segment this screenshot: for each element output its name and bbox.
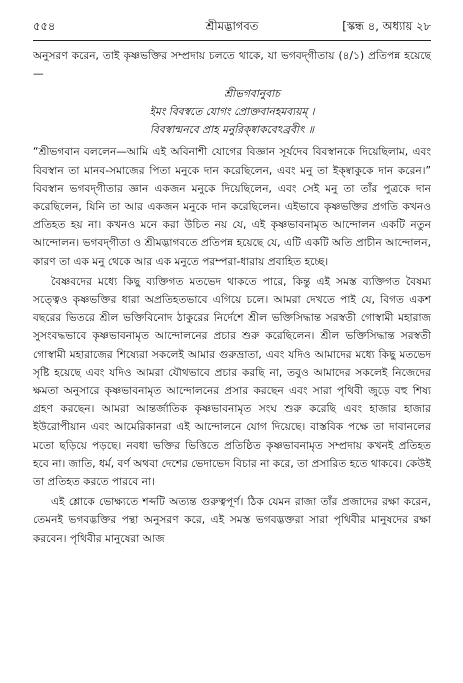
book-title: শ্রীমদ্ভাগবত: [205, 19, 259, 33]
verse-line-1: ইমং বিবস্বতে যোগং প্রোক্তবানহমব্যয়ম্ ।: [149, 106, 315, 119]
page-header: [33, 14, 431, 40]
body-paragraph: এই শ্লোকে ভোক্ষ্যতে শব্দটি অত্যন্ত গুরুত্বপূর্ণ। ঠিক যেমন রাজা তাঁর প্রজাদের রক্ষা করেন, তেমনই ভগবদ্ভক্তির পন্থা অনুসরণ করে, এই সমস্ত ভগবদ্ভক্তরা সারা পৃথিবীর মানুষদের রক্ষা করবেন। পৃথিবীর মানুষেরা আজ: [33, 496, 431, 545]
verse-block: [33, 85, 431, 139]
verse-line-2: বিবস্বান্মনবে প্রাহ মনুরিক্ষ্বাকবেঽব্রবীৎ ॥: [149, 124, 315, 137]
section-heading: [স্কন্ধ ৪, অধ্যায় ২৮: [342, 19, 431, 33]
page-number: ৫৫৪: [33, 19, 56, 33]
header-divider: [33, 40, 431, 41]
translation-paragraph: “শ্রীভগবান বললেন—আমি এই অবিনাশী যোগের বিজ্ঞান সূর্যদেব বিবস্বানকে দিয়েছিলাম, এবং বিবস্বান তা মানব-সমাজের পিতা মনুকে দান করেছিলেন, এবং মনু তা ইক্ষ্বাকুকে দান করেন।” বিবস্বান ভগবদ্‌গীতার জ্ঞান একজন মনুকে দিয়েছিলেন, এবং সেই মনু তা তাঁর পুত্রকে দান করেছিলেন, যিনি তা আর একজন মনুকে দান করেছিলেন। এইভাবে কৃষ্ণভক্তির প্রগতি কখনও প্রতিহত হয় না। কখনও মনে করা উচিত নয় যে, এই কৃষ্ণভাবনামৃত আন্দোলন একটি নতুন আন্দোলন। ভগবদ্‌গীতা ও শ্রীমদ্ভাগবতে প্রতিপন্ন হয়েছে যে, এটি একটি অতি প্রাচীন আন্দোলন, কারণ তা এক মনু থেকে আর এক মনুতে পরম্পরা-ধারায় প্রবাহিত হচ্ছে।: [33, 146, 431, 268]
verse-title: শ্রীভগবানুবাচ: [224, 88, 280, 101]
body-paragraph: বৈষ্ণবদের মধ্যে কিছু ব্যক্তিগত মতভেদ থাকতে পারে, কিন্তু এই সমস্ত ব্যক্তিগত বৈষম্য সত্ত্বেও কৃষ্ণভক্তির ধারা অপ্রতিহতভাবে এগিয়ে চলে। আমরা দেখতে পাই যে, বিগত একশ বছরের ভিতরে শ্রীল ভক্তিবিনোদ ঠাকুরের নির্দেশে শ্রীল ভক্তিসিদ্ধান্ত সরস্বতী গোস্বামী মহারাজ সুসংবদ্ধভাবে কৃষ্ণভাবনামৃত আন্দোলনের প্রচার শুরু করেছিলেন। শ্রীল ভক্তিসিদ্ধান্ত সরস্বতী গোস্বামী মহারাজের শিষ্যেরা সকলেই আমার গুরুভ্রাতা, এবং যদিও আমাদের মধ্যে কিছু মতভেদ সৃষ্টি হয়েছে এবং যদিও আমরা যৌথভাবে প্রচার করছি না, তবুও আমাদের সকলেই নিজেদের ক্ষমতা অনুসারে কৃষ্ণভাবনামৃত আন্দোলনের প্রসার করছেন এবং সারা পৃথিবী জুড়ে বহু শিষ্য গ্রহণ করছেন। আমরা আন্তর্জাতিক কৃষ্ণভাবনামৃত সংঘ শুরু করেছি এবং হাজার হাজার ইউরোপীয়ান এবং আমেরিকানরা এই আন্দোলনে যোগ দিয়েছে। বাস্তবিক পক্ষে তা দাবানলের মতো ছড়িয়ে পড়ছে। নবধা ভক্তির ভিত্তিতে প্রতিষ্ঠিত কৃষ্ণভাবনামৃত সম্প্রদায় কখনই প্রতিহত হবে না। জাতি, ধর্ম, বর্ণ অথবা দেশের ভেদাভেদ বিচার না করে, তা প্রসারিত হতে থাকবে। কেউই তা প্রতিহত করতে পারবে না।: [33, 275, 431, 489]
intro-paragraph: অনুসরণ করেন, তাই কৃষ্ণভক্তির সম্প্রদায় চলতে থাকে, যা ভগবদ্‌গীতায় (৪/১) প্রতিপন্ন হয়েছে—: [33, 50, 431, 81]
